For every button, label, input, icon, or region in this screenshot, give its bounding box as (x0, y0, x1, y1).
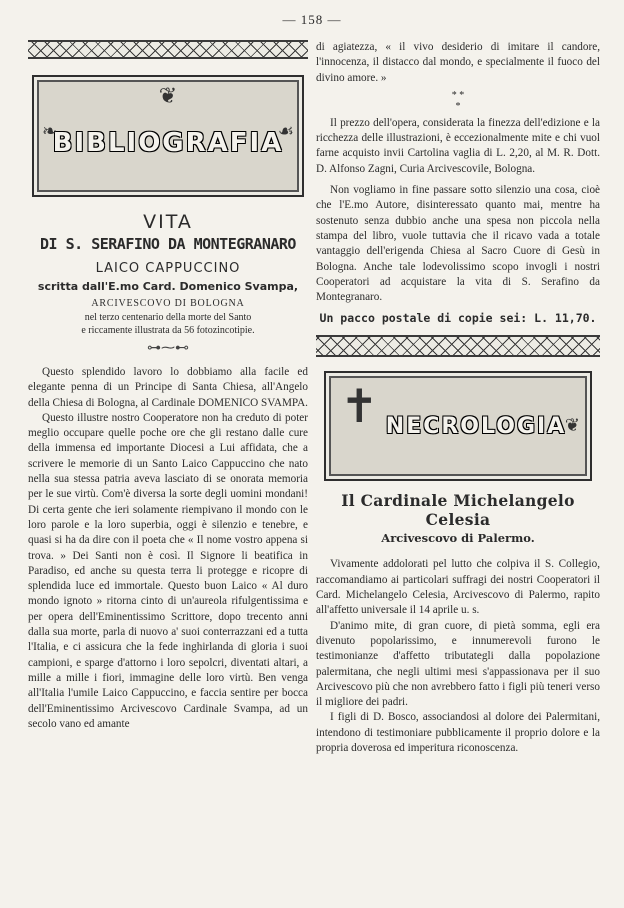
paragraph-obituary-1: Vivamente addolorati pel lutto che colpiva il S. Collegio, raccomandiamo ai particolari suffragi dei nostri Cooperatori il Card. Michelangelo Celesia, Arcivescovo di Palermo, rapito all'affetto universale il 14 aprile u. s. (316, 558, 600, 617)
paragraph-body: Questo illustre nostro Cooperatore non ha creduto di poter meglio occupare quelle poche ore che gli restano dalle cure della immensa ed importante Diocesi a Lui affidata, che a scrivere le memorie di un Santo Laico Cappuccino che nato nella sua stessa patria aveva lasciato di se onorata memoria per le sue virtù. Com'è diversa la sorte degli uomini mondani! Di certa gente che ieri solamente riempivano il mondo con le loro parole e la loro superbia, oggi è silenzio e tenebre, e quasi si ha da dire con il poeta che « Il nome vostro appena si trova. » Dei Santi non è così. Il Signore li beatifica in Paradiso, ed anche su questa terra li protegge e ricopre di splendida luce ed immortale. Questo buon Laico « Al duro mondo ignoto » ritorna cinto di un'aureola rifulgentissima e per opera dell'Eminentissimo Scrittore, dopo trecento anni dalla sua morte, parla di nuovo a' suoi conterrazzani ed a tutta l'Italia, e ci assicura che la fede inghirlanda di gloria i suoi campioni, e sparge d'attorno i loro sepolcri, diventati altari, a mille a mille i fiori, immagine delle loro virtù. Ben venga all'Italia l'umile Laico Cappuccino, e faccia sentire per bocca dell'Eminentissimo Arcivescovo Cardinale Svampa, ad un secolo vano ed amante (28, 411, 308, 730)
package-price: Un pacco postale di copie sei: L. 11,70. (319, 311, 597, 326)
necrologia-label: NECROLOGIA (385, 413, 567, 439)
author-role: ARCIVESCOVO DI BOLOGNA (91, 298, 245, 309)
book-detail-1: nel terzo centenario della morte del Santo (84, 312, 252, 323)
ornamental-band (28, 40, 308, 59)
paragraph-continued: di agiatezza, « il vivo desiderio di imitare il candore, l'innocenza, il distacco dal mondo, e specialmente il fuoco del divino amore. » (316, 41, 600, 84)
paragraph-obituary-2: D'animo mite, di gran cuore, di pietà somma, egli era divenuto popolarissimo, e innumerevoli furono le testimonianze d'affetto tributategli dalla popolazione palermitana, che negli ultimi mesi s'appassionava per il suo Arcivescovo più che non avrebbero fatto i figli più teneri verso il migliore dei padri. (316, 619, 600, 709)
divider-ornament-icon: ⊶⁓⊷ (147, 341, 189, 356)
books-ornament-icon: ❦ (158, 83, 178, 108)
scroll-right-icon: ☙ (277, 121, 294, 141)
book-subtitle: LAICO CAPPUCCINO (95, 261, 241, 276)
left-column (28, 40, 308, 732)
obituary-title: Il Cardinale Michelangelo Celesia (341, 491, 575, 530)
book-title-vita: VITA (143, 211, 193, 233)
paragraph-price: Il prezzo dell'opera, considerata la finezza dell'edizione e la ricchezza delle illustrazioni, è eccezionalmente mite e chi vuol farne acquisto invii Cartolina vaglia di L. 2,20, al M. R. Dott. D. Alfonso Zagni, Curia Arcivescovile, Bologna. (316, 116, 600, 175)
right-column (316, 40, 600, 756)
bibliografia-label: BIBLIOGRAFIA (52, 128, 284, 158)
book-detail-2: e riccamente illustrata da 56 fotozincotipie. (81, 325, 255, 336)
paragraph-obituary-3: I figli di D. Bosco, associandosi al dolore dei Palermitani, intendono di testimoniare pubblicamente il proprio dolore e la propria doverosa ed imperitura riconoscenza. (316, 711, 600, 755)
scroll-left-icon: ❧ (42, 121, 58, 141)
obituary-subtitle: Arcivescovo di Palermo. (381, 531, 535, 546)
ornamental-band (316, 335, 600, 357)
necrologia-banner (324, 371, 592, 481)
bibliografia-banner (32, 75, 304, 197)
page-number: — 158 — (282, 12, 342, 27)
paragraph-intro: Questo splendido lavoro lo dobbiamo alla facile ed elegante penna di un Principe di Santa Chiesa, all'Angelo della Chiesa di Bologna, al Cardinale DOMENICO SVAMPA. (28, 366, 308, 409)
book-author-line: scritta dall'E.mo Card. Domenico Svampa, (37, 280, 299, 293)
asterism-separator: * * * (451, 89, 465, 112)
paragraph-author-note: Non vogliamo in fine passare sotto silenzio una cosa, cioè che l'E.mo Autore, disinteressato quanto mai, mentre ha sostenuto senza dubbio anche una spesa non piccola nella stampa del libro, vuole tuttavia che il ricavo vada a totale vantaggio dell'erigenda Chiesa al Sacro Cuore di Gesù in Bologna. Anche tale lodevolissimo scopo invogli i nostri Cooperatori ad acquistare la vita di S. Serafino da Montegranaro. (316, 184, 600, 304)
cross-icon: ✝ (340, 381, 379, 433)
book-title-serafino: DI S. SERAFINO DA MONTEGRANARO (40, 235, 296, 253)
palm-ornament-icon: ❦ (564, 415, 580, 436)
